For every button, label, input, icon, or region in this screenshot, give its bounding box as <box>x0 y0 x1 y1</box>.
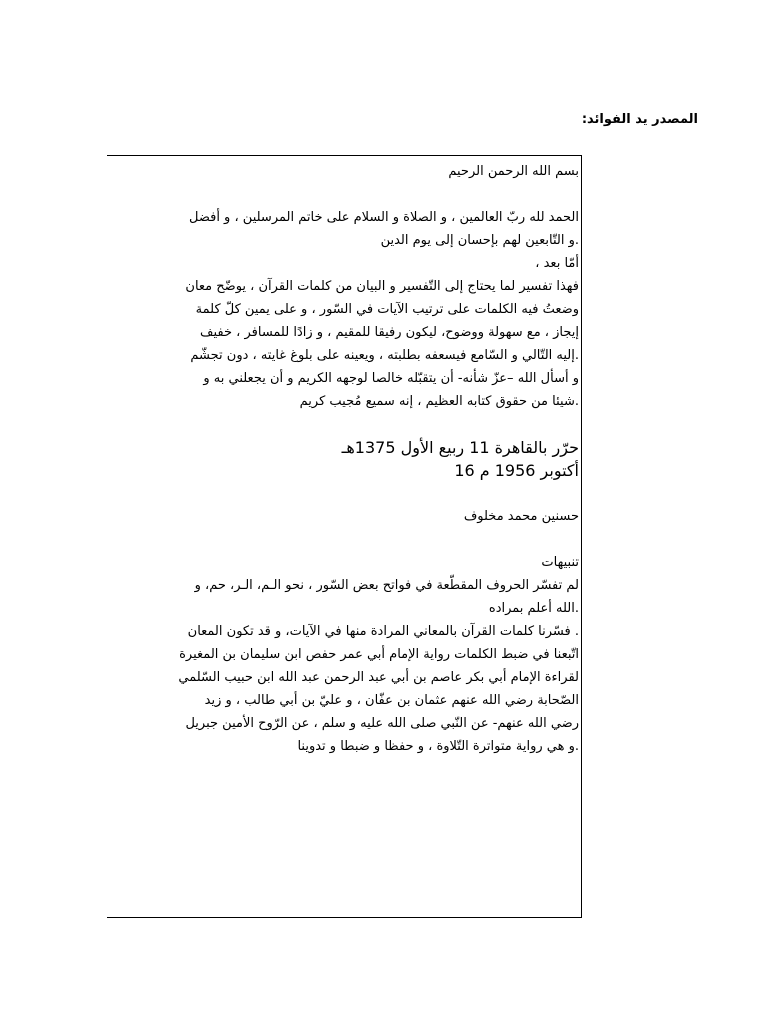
text-line: .و التّابعين لهم بإحسان إلى يوم الدين <box>380 233 579 248</box>
text-line: و أسأل الله –عزّ شأنه- أن يتقبّله خالصا لوجهه الكريم و أن يجعلني به و <box>203 371 579 386</box>
text-line: .إليه التّالي و السّامع فيسعفه بطلبته ، ويعينه على بلوغ غايته ، دون تجشّم <box>190 348 579 363</box>
text-line: أمّا بعد ، <box>535 256 579 271</box>
blank-line <box>107 528 579 551</box>
text-box <box>107 155 582 918</box>
text-line: فهذا تفسير لما يحتاج إلى التّفسير و البيان من كلمات القرآن ، يوضّح معان <box>185 279 579 294</box>
text-line: الصّحابة رضي الله عنهم عثمان بن عفّان ، و عليّ بن أبي طالب ، و زيد <box>204 693 579 708</box>
text-line: لم تفسّر الحروف المقطّعة في فواتح بعض السّور ، نحو الـم، الـر، حم، و <box>194 578 579 593</box>
blank-line <box>107 183 579 206</box>
text-line: .و هي رواية متواترة التّلاوة ، و حفظا و ضبطا و تدوينا <box>297 739 579 754</box>
text-line: .الله أعلم بمراده <box>488 601 579 616</box>
text-line: لقراءة الإمام أبي بكر عاصم بن أبي عبد الرحمن عبد الله ابن حبيب السّلمي <box>178 670 579 685</box>
notes-heading: تنبيهات <box>541 555 579 570</box>
text-line: وضعتُ فيه الكلمات على ترتيب الآيات في السّور ، و على يمين كلّ كلمة <box>195 302 579 317</box>
text-line: اتّبعنا في ضبط الكلمات رواية الإمام أبي عمر حفص ابن سليمان بن المغيرة <box>179 647 579 662</box>
text-lines <box>107 160 579 758</box>
text-line: الحمد لله ربّ العالمين ، و الصلاة و السلام على خاتم المرسلين ، و أفضل <box>188 210 579 225</box>
source-label: المصدر يد الفوائد: <box>581 112 698 127</box>
author-name: حسنين محمد مخلوف <box>463 509 579 524</box>
date-hijri-line: حرّر بالقاهرة 11 ربيع الأول 1375هـ <box>341 438 579 457</box>
text-line: إيجاز ، مع سهولة ووضوح، ليكون رفيقا للمقيم ، و زادًا للمسافر ، خفيف <box>200 325 579 340</box>
blank-line <box>107 482 579 505</box>
blank-line <box>107 413 579 436</box>
date-gregorian-line: أكتوبر 1956 م 16 <box>454 461 579 480</box>
text-line: . فسّرنا كلمات القرآن بالمعاني المرادة منها في الآيات، و قد تكون المعان <box>187 624 579 639</box>
text-line: رضي الله عنهم- عن النّبي صلى الله عليه و سلم ، عن الرّوح الأمين جبريل <box>185 716 579 731</box>
basmala-line: بسم الله الرحمن الرحيم <box>448 164 579 179</box>
text-line: .شيئا من حقوق كتابه العظيم ، إنه سميع مُجيب كريم <box>299 394 579 409</box>
